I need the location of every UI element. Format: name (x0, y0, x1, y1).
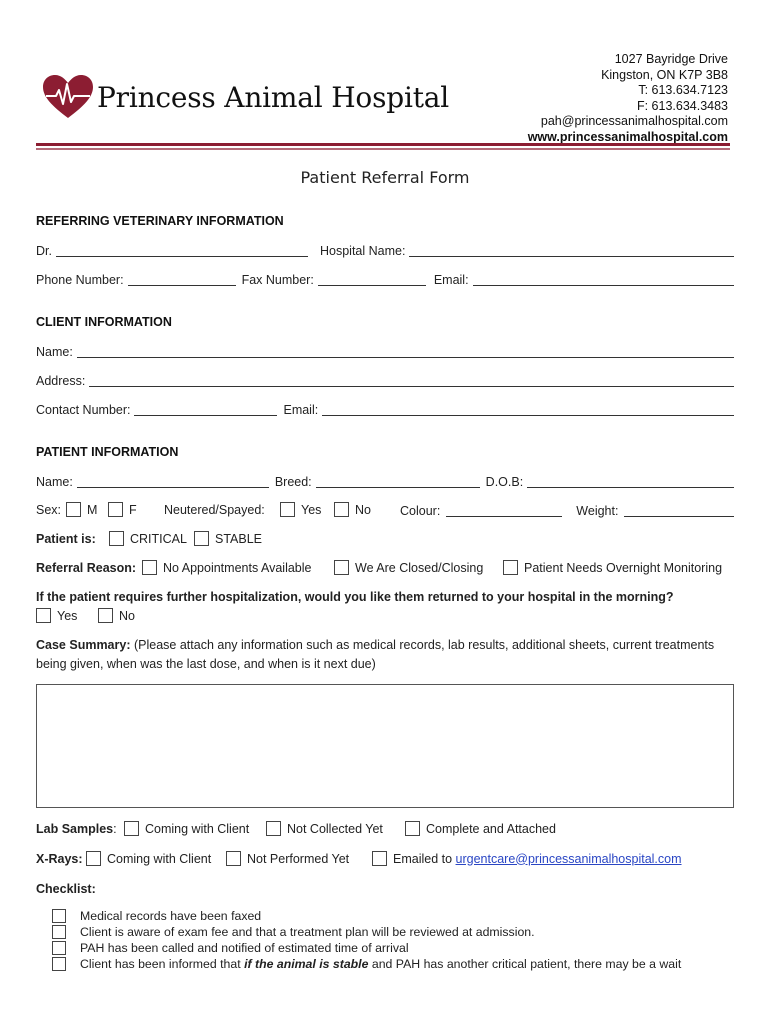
return-yes-checkbox[interactable] (36, 608, 51, 623)
xray-emailed-option[interactable] (372, 851, 682, 866)
breed-field[interactable] (316, 476, 480, 488)
stable-checkbox[interactable] (194, 531, 209, 546)
breed-label: Breed: (274, 475, 312, 489)
case-summary-instructions-1: (Please attach any information such as medical records, lab results, additional sheets, current treatments (133, 638, 715, 652)
critical-label: CRITICAL (130, 531, 187, 546)
return-yes-option[interactable] (36, 608, 77, 623)
heart-ecg-icon (42, 74, 94, 120)
hospital-contact-block (528, 52, 728, 145)
return-question: If the patient requires further hospitalization, would you like them returned to your hospital in the morning? (36, 590, 674, 604)
checklist-checkbox[interactable] (52, 909, 66, 923)
checklist-item-text: PAH has been called and notified of estimated time of arrival (80, 941, 409, 955)
client-address-label: Address: (36, 374, 86, 388)
neutered-yes-label: Yes (301, 502, 322, 517)
xrays-label: X-Rays: (36, 852, 83, 866)
section-heading-patient: PATIENT INFORMATION (36, 445, 179, 459)
contact-number-label: Contact Number: (36, 403, 131, 417)
case-summary-instructions-2: being given, when was the last dose, and when is it next due) (36, 657, 376, 671)
colour-label: Colour: (400, 504, 441, 518)
reason-closed-checkbox[interactable] (334, 560, 349, 575)
checklist-item-text: Client is aware of exam fee and that a treatment plan will be reviewed at admission. (80, 925, 535, 939)
client-row-1 (36, 344, 734, 359)
checklist-item4-emphasis: if the animal is stable (244, 957, 369, 971)
checklist-item[interactable] (52, 940, 681, 956)
hospital-name-label: Hospital Name: (319, 244, 406, 258)
client-name-label: Name: (36, 345, 73, 359)
critical-option[interactable] (109, 531, 187, 546)
checklist (52, 908, 681, 972)
xray-emailed-label: Emailed to (393, 851, 456, 866)
reason-overnight-checkbox[interactable] (503, 560, 518, 575)
lab-samples-heading (36, 822, 117, 836)
sex-f-option[interactable] (108, 502, 137, 517)
fax-field[interactable] (318, 274, 426, 286)
sex-m-option[interactable] (66, 502, 97, 517)
email-field[interactable] (473, 274, 734, 286)
header-divider (36, 143, 730, 146)
patient-status-label: Patient is: (36, 532, 96, 546)
phone-field[interactable] (128, 274, 236, 286)
lab-not-collected-option[interactable] (266, 821, 383, 836)
checklist-checkbox[interactable] (52, 957, 66, 971)
hospital-name-field[interactable] (409, 245, 734, 257)
weight-label: Weight: (576, 504, 619, 518)
lab-not-collected-checkbox[interactable] (266, 821, 281, 836)
return-no-checkbox[interactable] (98, 608, 113, 623)
address-line-2: Kingston, ON K7P 3B8 (601, 67, 728, 82)
sex-label: Sex: (36, 503, 62, 517)
checklist-item[interactable] (52, 924, 681, 940)
dob-field[interactable] (527, 476, 734, 488)
checklist-label: Checklist: (36, 882, 96, 896)
dob-label: D.O.B: (485, 475, 524, 489)
return-no-label: No (119, 608, 135, 623)
checklist-checkbox[interactable] (52, 941, 66, 955)
urgentcare-email-link[interactable]: urgentcare@princessanimalhospital.com (455, 851, 682, 866)
client-email-label: Email: (283, 403, 319, 417)
hospital-name: Princess Animal Hospital (97, 80, 450, 114)
reason-closed-label: We Are Closed/Closing (355, 560, 484, 575)
email-label: Email: (433, 273, 469, 287)
stable-label: STABLE (215, 531, 263, 546)
client-address-field[interactable] (89, 375, 734, 387)
sex-f-checkbox[interactable] (108, 502, 123, 517)
section-heading-client: CLIENT INFORMATION (36, 315, 172, 329)
sex-m-label: M (87, 502, 98, 517)
checklist-item4-suffix: and PAH has another critical patient, there may be a wait (368, 957, 682, 971)
section-heading-referring: REFERRING VETERINARY INFORMATION (36, 214, 284, 228)
lab-coming-option[interactable] (124, 821, 249, 836)
checklist-item[interactable] (52, 956, 681, 972)
xray-not-performed-option[interactable] (226, 851, 349, 866)
xray-coming-label: Coming with Client (107, 851, 212, 866)
lab-complete-option[interactable] (405, 821, 556, 836)
website: www.princessanimalhospital.com (527, 129, 728, 144)
checklist-checkbox[interactable] (52, 925, 66, 939)
neutered-no-option[interactable] (334, 502, 371, 517)
lab-coming-checkbox[interactable] (124, 821, 139, 836)
checklist-item-text: Medical records have been faxed (80, 909, 262, 923)
client-row-3 (36, 402, 734, 417)
lab-samples-label: Lab Samples (36, 822, 114, 836)
form-title: Patient Referral Form (300, 168, 470, 187)
client-name-field[interactable] (77, 346, 734, 358)
dr-field[interactable] (56, 245, 308, 257)
reason-no-appointments-label: No Appointments Available (163, 560, 312, 575)
xray-emailed-checkbox[interactable] (372, 851, 387, 866)
colour-weight-group (400, 503, 734, 518)
reason-overnight-label: Patient Needs Overnight Monitoring (524, 560, 723, 575)
lab-not-collected-label: Not Collected Yet (287, 821, 383, 836)
reason-no-appointments-option[interactable] (142, 560, 311, 575)
xray-not-performed-label: Not Performed Yet (247, 851, 350, 866)
lab-complete-checkbox[interactable] (405, 821, 420, 836)
lab-complete-label: Complete and Attached (426, 821, 556, 836)
client-row-2 (36, 373, 734, 388)
reason-no-appointments-checkbox[interactable] (142, 560, 157, 575)
neutered-no-label: No (355, 502, 371, 517)
patient-name-label: Name: (36, 475, 73, 489)
weight-field[interactable] (624, 505, 734, 517)
sex-m-checkbox[interactable] (66, 502, 81, 517)
xray-not-performed-checkbox[interactable] (226, 851, 241, 866)
critical-checkbox[interactable] (109, 531, 124, 546)
case-summary-label: Case Summary: (36, 638, 131, 652)
neutered-yes-checkbox[interactable] (280, 502, 295, 517)
checklist-item4-prefix: Client has been informed that (80, 957, 245, 971)
case-summary-line-1 (36, 638, 714, 652)
checklist-item[interactable] (52, 908, 681, 924)
client-email-field[interactable] (322, 404, 734, 416)
neutered-label: Neutered/Spayed: (164, 503, 265, 517)
xray-coming-checkbox[interactable] (86, 851, 101, 866)
reason-closed-option[interactable] (334, 560, 483, 575)
hospital-logo (42, 74, 449, 120)
referring-row-2 (36, 272, 734, 287)
referring-row-1 (36, 243, 734, 258)
referral-reason-label: Referral Reason: (36, 561, 137, 575)
xray-coming-option[interactable] (86, 851, 211, 866)
fax-label: Fax Number: (241, 273, 314, 287)
phone-label: Phone Number: (36, 273, 124, 287)
checklist-item-text (80, 956, 681, 972)
neutered-no-checkbox[interactable] (334, 502, 349, 517)
patient-name-field[interactable] (77, 476, 269, 488)
fax-number: F: 613.634.3483 (636, 98, 728, 113)
lab-coming-label: Coming with Client (145, 821, 250, 836)
dr-label: Dr. (36, 244, 52, 258)
return-yes-label: Yes (57, 608, 78, 623)
contact-number-field[interactable] (134, 404, 277, 416)
contact-email: pah@princessanimalhospital.com (540, 114, 728, 128)
stable-option[interactable] (194, 531, 262, 546)
lab-samples-colon: : (113, 822, 117, 836)
reason-overnight-option[interactable] (503, 560, 722, 575)
patient-row-1 (36, 474, 734, 489)
sex-f-label: F (129, 502, 137, 517)
neutered-yes-option[interactable] (280, 502, 321, 517)
return-no-option[interactable] (98, 608, 135, 623)
phone-number: T: 613.634.7123 (638, 83, 728, 97)
colour-field[interactable] (446, 505, 562, 517)
case-summary-textbox[interactable] (36, 684, 734, 808)
address-line-1: 1027 Bayridge Drive (614, 52, 728, 66)
header-divider-thin (36, 148, 730, 150)
